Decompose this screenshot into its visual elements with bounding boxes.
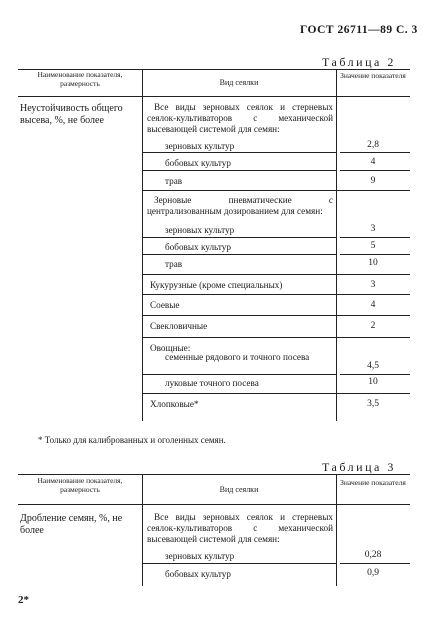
table2-row-value: 4 (370, 157, 376, 167)
table3-header-border (18, 504, 410, 505)
table3-row-label: бобовых культур (165, 569, 231, 579)
table3-parameter: Дробление семян, %, не более (20, 513, 123, 536)
value-underline (340, 237, 410, 238)
table2-row-label: бобовых культур (165, 242, 231, 252)
table3-col-seeder-type: Вид сеялки (219, 485, 259, 494)
table3-col-value: Значение показателя (340, 478, 406, 487)
table2-parameter: Неустойчивость общего высева, %, не более (20, 103, 123, 126)
table2-col-divider-1 (142, 69, 143, 421)
table3-row-value: 0,9 (367, 568, 379, 578)
table2-col-value: Значение показателя (340, 71, 406, 80)
page-number: 2* (18, 594, 29, 606)
row-divider (142, 237, 336, 238)
table2-col-divider-2 (336, 69, 337, 421)
value-underline (340, 152, 410, 153)
table2-row-label: зерновых культур (165, 141, 235, 151)
table2-group-2-title: Зерновые пневматические с централизованным дозированием для семян: (147, 195, 333, 216)
table2-group-4-title: Соевые (150, 300, 180, 310)
table2-row-value: 3,5 (367, 399, 379, 409)
document-header: ГОСТ 26711—89 С. 3 (300, 24, 418, 36)
table3-row-label: зерновых культур (165, 551, 235, 561)
table3-top-border (18, 474, 410, 475)
table3-caption: Таблица 3 (322, 460, 396, 474)
row-divider (142, 254, 336, 255)
value-underline (340, 563, 410, 564)
footnote: * Только для калиброванных и оголенных семян. (38, 435, 226, 445)
table2-row-value: 10 (368, 377, 378, 387)
table2-row-label: луковые точного посева (165, 378, 259, 388)
table2-row-value: 2 (370, 321, 376, 331)
table2-row-value: 9 (370, 176, 376, 186)
group-divider (142, 294, 410, 295)
table2-group-6-title: Овощные: (150, 343, 191, 353)
group-divider (142, 190, 410, 191)
row-divider (142, 152, 336, 153)
table2-row-label: трав (165, 176, 183, 186)
table2-row-label: семенные рядового и точного посева (165, 352, 310, 362)
table3-row-value: 0,28 (364, 550, 382, 560)
value-underline (340, 374, 410, 375)
group-divider (142, 274, 410, 275)
table3-col-divider-2 (336, 474, 337, 586)
table2-group-5-title: Свекловичные (150, 321, 208, 331)
table2-row-value: 2,8 (367, 140, 379, 150)
row-divider (142, 170, 336, 171)
table2-row-value: 3 (370, 224, 376, 234)
table2-row-label: трав (165, 259, 183, 269)
row-divider (142, 563, 336, 564)
table2-group-7-title: Хлопковые* (150, 399, 199, 409)
table2-row-label: зерновых культур (165, 225, 235, 235)
table2-row-value: 10 (368, 258, 378, 268)
table2-row-label: бобовых культур (165, 158, 231, 168)
table2-row-value: 4,5 (367, 361, 379, 371)
value-underline (340, 254, 410, 255)
group-divider (142, 315, 410, 316)
table2-col-parameter: Наименование показателя, размерность (37, 70, 123, 88)
table2-header-border (18, 96, 410, 97)
table2-caption: Таблица 2 (322, 55, 396, 69)
table2-col-seeder-type: Вид сеялки (219, 78, 259, 87)
table2-group-3-title: Кукурузные (кроме специальных) (150, 280, 283, 290)
group-divider (142, 393, 410, 394)
row-divider (142, 374, 336, 375)
table3-col-parameter: Наименование показателя, размерность (37, 476, 123, 494)
table2-row-value: 3 (370, 280, 376, 290)
value-underline (340, 170, 410, 171)
table2-group-1-title: Все виды зерновых сеялок и стерневых сеялок-культиваторов с механической высевающей системой для семян: (147, 102, 333, 134)
table3-group-1-title: Все виды зерновых сеялок и стерневых сеялок-культиваторов с механической высевающей системой для семян: (147, 512, 333, 544)
table2-row-value: 5 (370, 241, 376, 251)
table3-col-divider-1 (142, 474, 143, 586)
table2-row-value: 4 (370, 300, 376, 310)
group-divider (142, 337, 410, 338)
